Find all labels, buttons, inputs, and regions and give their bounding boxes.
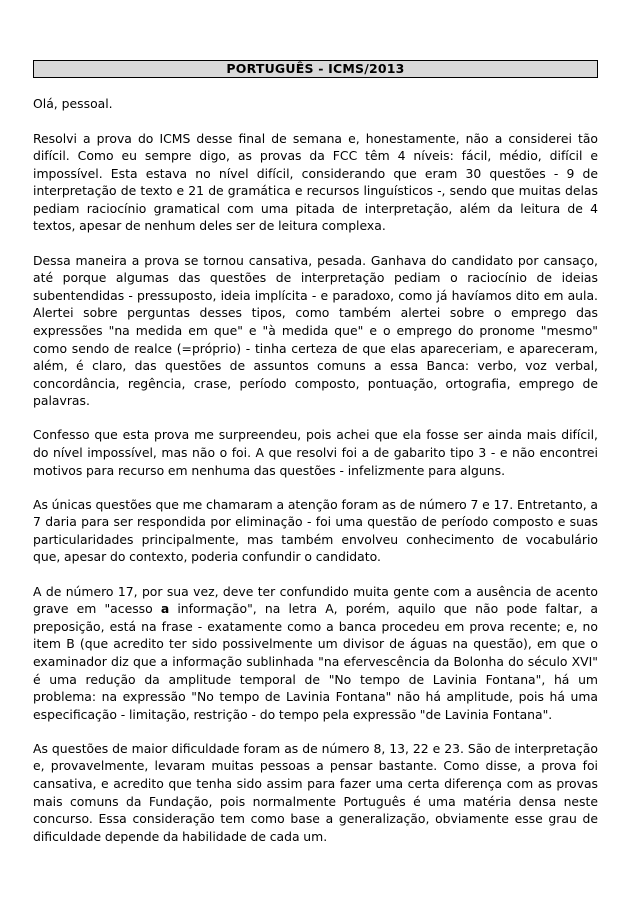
paragraph-6: As questões de maior dificuldade foram as de número 8, 13, 22 e 23. São de interpretação e, provavelmente, levaram muitas pessoas a pensar bastante. Como disse, a prova foi cansativa, e acredito que tenha sido assim para fazer uma certa diferença com as provas mais comuns da Fundação, pois normalmente Português é uma matéria densa neste concurso. Essa consideração tem como base a generalização, obviamente esse grau de dificuldade depende da habilidade de cada um. [33, 740, 598, 844]
paragraph-2: Dessa maneira a prova se tornou cansativa, pesada. Ganhava do candidato por cansaço, até porque algumas das questões de interpretação pediam o raciocínio de ideias subentendidas - pressuposto, ideia implícita - e paradoxo, como já havíamos dito em aula. Alertei sobre perguntas desses tipos, como também alertei sobre o emprego das expressões "na medida em que" e "à medida que" e o emprego do pronome "mesmo" como sendo de realce (=próprio) - tinha certeza de que elas apareceriam, e apareceram, além, é claro, das questões de assuntos comuns a essa Banca: verbo, voz verbal, concordância, regência, crase, período composto, pontuação, ortografia, emprego de palavras. [33, 252, 598, 409]
paragraph-5-bold-word: a [160, 601, 170, 617]
paragraph-5-text-b: informação", na letra A, porém, aquilo que não pode faltar, a preposição, está na frase - exatamente como a banca procedeu em prova recente; e, no item B (que acredito ter sido possivelmente um divisor de águas na questão), em que o examinador diz que a informação sublinhada "na efervescência da Bolonha do século XVI" é uma redução da amplitude temporal de "No tempo de Lavinia Fontana", há um problema: na expressão "No tempo de Lavinia Fontana" não há amplitude, pois há uma especificação - limitação, restrição - do tempo pela expressão "de Lavinia Fontana". [33, 601, 599, 722]
paragraph-5-text-a: A de número 17, por sua vez, deve ter confundido muita gente com a ausência de acento grave em "acesso [33, 583, 598, 617]
document-page [33, 60, 598, 845]
paragraph-1: Resolvi a prova do ICMS desse final de semana e, honestamente, não a considerei tão difícil. Como eu sempre digo, as provas da FCC têm 4 níveis: fácil, médio, difícil e impossível. Esta estava no nível difícil, considerando que eram 30 questões - 9 de interpretação de texto e 21 de gramática e recursos linguísticos -, sendo que muitas delas pediam raciocínio gramatical com uma pitada de interpretação, além da leitura de 4 textos, apesar de nenhum deles ser de leitura complexa. [33, 130, 598, 234]
paragraph-5 [33, 583, 598, 724]
paragraph-4: As únicas questões que me chamaram a atenção foram as de número 7 e 17. Entretanto, a 7 daria para ser respondida por eliminação - foi uma questão de período composto e suas particularidades principalmente, mas também envolveu conhecimento de vocabulário que, apesar do contexto, poderia confundir o candidato. [33, 496, 598, 565]
greeting: Olá, pessoal. [33, 96, 113, 111]
paragraph-3: Confesso que esta prova me surpreendeu, pois achei que ela fosse ser ainda mais difícil, do nível impossível, mas não o foi. A que resolvi foi a de gabarito tipo 3 - e não encontrei motivos para recurso em nenhuma das questões - infelizmente para alguns. [33, 427, 598, 478]
document-title: PORTUGUÊS - ICMS/2013 [33, 60, 598, 78]
